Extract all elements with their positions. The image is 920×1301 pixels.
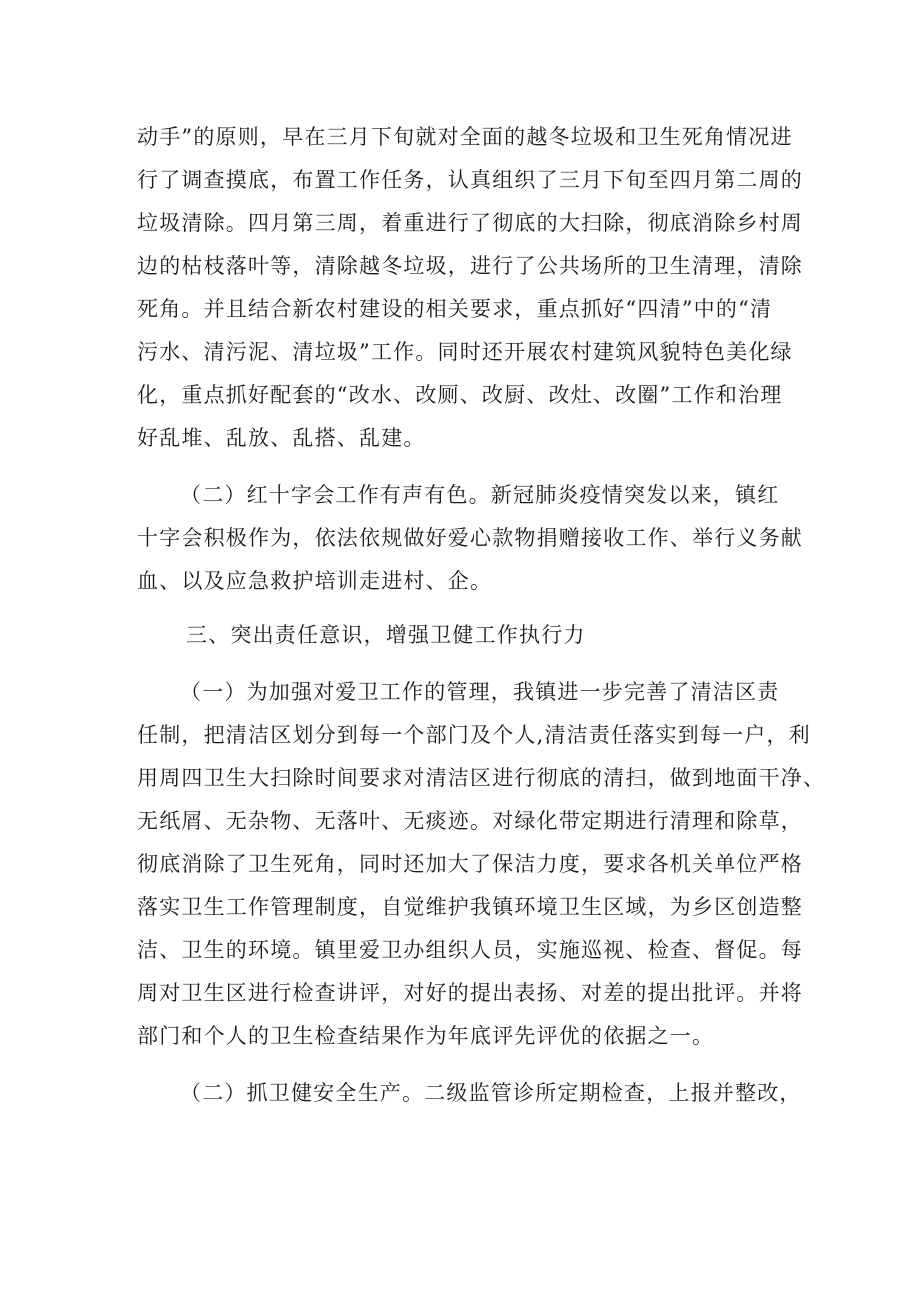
text-line-1: 动手”的原则，早在三月下旬就对全面的越冬垃圾和卫生死角情况进 — [137, 125, 793, 149]
text-line-3: 垃圾清除。四月第三周，着重进行了彻底的大扫除，彻底消除乡村周 — [137, 211, 803, 235]
text-line-7: 化，重点抓好配套的“改水、改厕、改厨、改灶、改圈”工作和治理 — [137, 383, 783, 407]
text-line-18: 落实卫生工作管理制度，自觉维护我镇环境卫生区域，为乡区创造整 — [137, 895, 803, 919]
text-line-20: 周对卫生区进行检查讲评，对好的提出表扬、对差的提出批评。并将 — [137, 981, 803, 1005]
text-line-14: 任制，把清洁区划分到每一个部门及个人,清洁责任落实到每一户，利 — [137, 723, 811, 747]
text-line-15: 用周四卫生大扫除时间要求对清洁区进行彻底的清扫，做到地面干净、 — [137, 766, 826, 790]
text-line-16: 无纸屑、无杂物、无落叶、无痰迹。对绿化带定期进行清理和除草， — [137, 809, 803, 833]
text-line-10: 十字会积极作为，依法依规做好爱心款物捐赠接收工作、举行义务献 — [137, 526, 803, 550]
text-line-8: 好乱堆、乱放、乱搭、乱建。 — [137, 426, 426, 450]
text-line-11: 血、以及应急救护培训走进村、企。 — [137, 569, 493, 593]
text-line-19: 洁、卫生的环境。镇里爱卫办组织人员，实施巡视、检查、督促。每 — [137, 938, 803, 962]
text-line-4: 边的枯枝落叶等，清除越冬垃圾，进行了公共场所的卫生清理，清除 — [137, 254, 803, 278]
text-line-17: 彻底消除了卫生死角，同时还加大了保洁力度，要求各机关单位严格 — [137, 852, 803, 876]
text-line-5: 死角。并且结合新农村建设的相关要求，重点抓好“四清”中的“清 — [137, 297, 773, 321]
text-line-13: （一）为加强对爱卫工作的管理，我镇进一步完善了清洁区责 — [180, 680, 780, 704]
text-line-2: 行了调查摸底，布置工作任务，认真组织了三月下旬至四月第二周的 — [137, 168, 803, 192]
text-line-22: （二）抓卫健安全生产。二级监管诊所定期检查，上报并整改， — [180, 1081, 802, 1105]
text-line-6: 污水、清污泥、清垃圾”工作。同时还开展农村建筑风貌特色美化绿 — [137, 340, 793, 364]
text-line-9: （二）红十字会工作有声有色。新冠肺炎疫情突发以来，镇红 — [180, 483, 780, 507]
text-line-21: 部门和个人的卫生检查结果作为年底评先评优的依据之一。 — [137, 1024, 715, 1048]
section-heading: 三、突出责任意识，增强卫健工作执行力 — [186, 623, 586, 647]
